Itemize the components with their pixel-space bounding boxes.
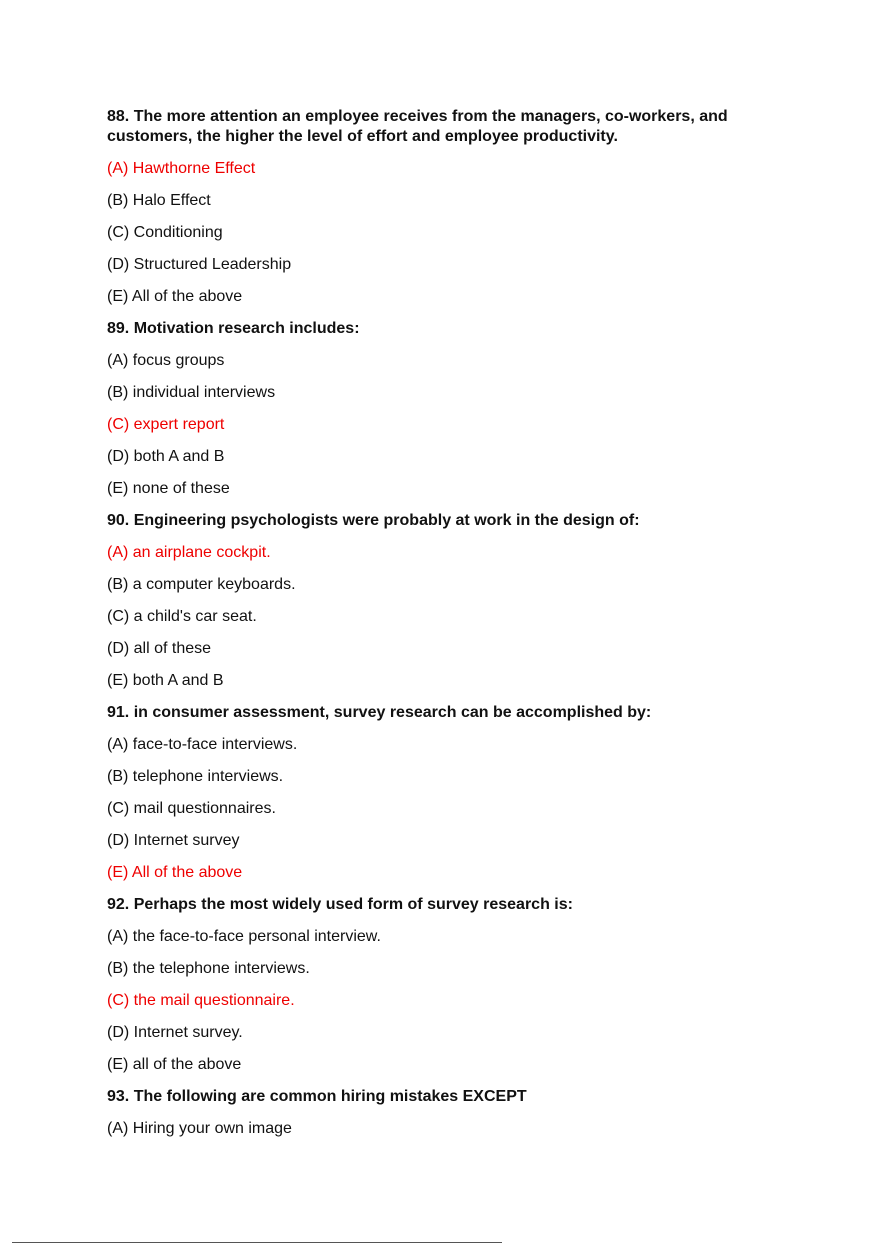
q88-option-a: (A) Hawthorne Effect [107, 160, 256, 177]
q91-option-c: (C) mail questionnaires. [107, 800, 276, 817]
q88-option-e: (E) All of the above [107, 288, 243, 305]
q89-option-a: (A) focus groups [107, 352, 225, 369]
question-88: 88. The more attention an employee receives from the managers, co-workers, and customers, the higher the level of effort and employee productivity. [107, 108, 728, 145]
q90-option-b: (B) a computer keyboards. [107, 576, 296, 593]
q89-option-c: (C) expert report [107, 416, 225, 433]
q91-option-e: (E) All of the above [107, 864, 243, 881]
quiz-page [107, 105, 767, 1139]
question-92: 92. Perhaps the most widely used form of survey research is: [107, 896, 573, 913]
q89-option-b: (B) individual interviews [107, 384, 276, 401]
q91-option-a: (A) face-to-face interviews. [107, 736, 298, 753]
q93-option-a: (A) Hiring your own image [107, 1120, 292, 1137]
question-91: 91. in consumer assessment, survey research can be accomplished by: [107, 704, 652, 721]
footer-divider [12, 1242, 502, 1243]
q92-option-c: (C) the mail questionnaire. [107, 992, 295, 1009]
q88-option-d: (D) Structured Leadership [107, 256, 292, 273]
q92-option-a: (A) the face-to-face personal interview. [107, 928, 381, 945]
question-90: 90. Engineering psychologists were probably at work in the design of: [107, 512, 640, 529]
q92-option-d: (D) Internet survey. [107, 1024, 243, 1041]
q90-option-d: (D) all of these [107, 640, 212, 657]
q89-option-e: (E) none of these [107, 480, 230, 497]
q92-option-b: (B) the telephone interviews. [107, 960, 310, 977]
question-89: 89. Motivation research includes: [107, 320, 360, 337]
q88-option-b: (B) Halo Effect [107, 192, 211, 209]
q90-option-c: (C) a child's car seat. [107, 608, 257, 625]
q91-option-b: (B) telephone interviews. [107, 768, 284, 785]
q88-option-c: (C) Conditioning [107, 224, 223, 241]
q90-option-e: (E) both A and B [107, 672, 224, 689]
q89-option-d: (D) both A and B [107, 448, 225, 465]
q90-option-a: (A) an airplane cockpit. [107, 544, 271, 561]
question-93: 93. The following are common hiring mistakes EXCEPT [107, 1088, 527, 1105]
q91-option-d: (D) Internet survey [107, 832, 240, 849]
q92-option-e: (E) all of the above [107, 1056, 242, 1073]
